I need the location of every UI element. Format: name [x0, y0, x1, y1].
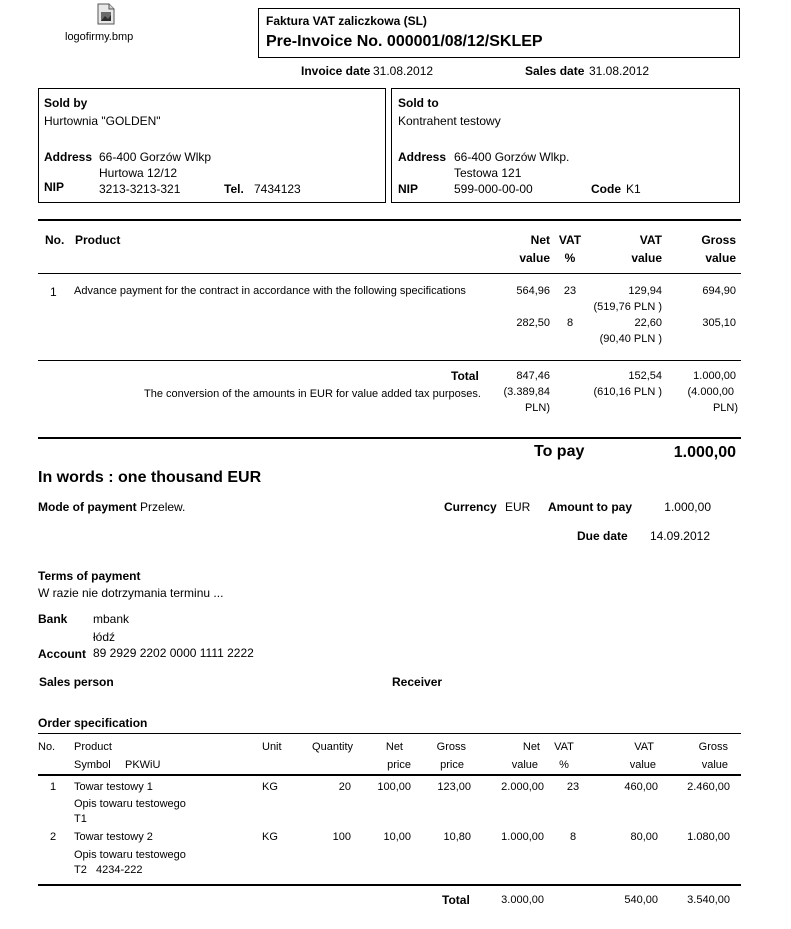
seller-address-line1: 66-400 Gorzów Wlkp [99, 150, 212, 164]
terms-label: Terms of payment [38, 569, 141, 583]
account-label: Account [38, 647, 86, 661]
col-net: Net [530, 233, 550, 247]
os-row-product: Towar testowy 2 [74, 831, 153, 843]
seller-name: Hurtownia "GOLDEN" [44, 114, 161, 128]
total-vat-pln: (610,16 PLN ) [593, 386, 662, 398]
os-col-net-price: Net [385, 741, 403, 753]
receiver-label: Receiver [392, 675, 443, 689]
buyer-box [391, 88, 740, 203]
logo-filename: logofirmy.bmp [65, 31, 134, 43]
currency-value: EUR [505, 500, 531, 514]
os-row-gross-value: 1.080,00 [687, 831, 730, 843]
os-row-unit: KG [262, 831, 278, 843]
total-gross: 1.000,00 [693, 370, 736, 382]
os-row-product: Towar testowy 1 [74, 781, 153, 793]
os-row-unit: KG [262, 781, 278, 793]
os-row-net-price: 100,00 [377, 781, 411, 793]
os-row-gross-price: 123,00 [437, 781, 471, 793]
main-table-header-rule [38, 273, 741, 274]
seller-address-label: Address [44, 150, 93, 164]
os-row-quantity: 20 [338, 781, 351, 793]
os-col-net-value-sub: value [511, 759, 538, 771]
sales-person-label: Sales person [39, 675, 114, 689]
row-vat-pln: (90,40 PLN ) [599, 333, 662, 345]
account-number: 89 2929 2202 0000 1111 2222 [93, 646, 254, 660]
os-col-gross-value-sub: value [701, 759, 728, 771]
os-row-vat: 8 [569, 831, 577, 843]
os-row-vat: 23 [566, 781, 580, 793]
in-words-text: one thousand EUR [118, 469, 262, 486]
os-col-net-value: Net [522, 741, 540, 753]
buyer-nip-label: NIP [398, 182, 419, 196]
row-vat-rate: 8 [566, 317, 574, 329]
os-row-gross-price: 10,80 [443, 831, 471, 843]
col-net-sub: value [519, 251, 550, 265]
col-product: Product [75, 233, 121, 247]
order-spec-header-rule [38, 774, 741, 776]
os-row-net-value: 2.000,00 [501, 781, 544, 793]
conversion-note: The conversion of the amounts in EUR for value added tax purposes. [144, 388, 481, 400]
invoice-date: 31.08.2012 [373, 64, 434, 78]
seller-address-line2: Hurtowa 12/12 [99, 166, 178, 180]
os-total-label: Total [442, 893, 470, 907]
row-gross: 305,10 [702, 317, 736, 329]
amount-to-pay-label: Amount to pay [548, 500, 632, 514]
os-col-pkwiu: PKWiU [125, 759, 161, 771]
os-col-vat: VAT [554, 741, 574, 753]
total-gross-pln: (4.000,00 [687, 386, 734, 398]
os-row-net-value: 1.000,00 [501, 831, 544, 843]
row-no: 1 [50, 285, 57, 299]
document-title-box [258, 8, 740, 58]
col-gross: Gross [701, 233, 736, 247]
terms-text: W razie nie dotrzymania terminu ... [38, 586, 224, 600]
total-net-pln-unit: PLN) [524, 402, 550, 414]
os-col-vat-value-sub: value [629, 759, 656, 771]
os-row-no: 1 [50, 781, 57, 793]
buyer-address-label: Address [398, 150, 447, 164]
os-row-symbol: T1 [74, 813, 87, 825]
page-title: Pre-Invoice No. 000001/08/12/SKLEP [266, 33, 543, 50]
os-row-net-price: 10,00 [383, 831, 411, 843]
buyer-address-line1: 66-400 Gorzów Wlkp. [454, 150, 570, 164]
os-col-gross-value: Gross [698, 741, 728, 753]
os-col-vat-sub: % [559, 759, 569, 771]
seller-tel: 7434123 [254, 182, 301, 196]
col-vat-value: VAT [639, 233, 662, 247]
os-col-product: Product [74, 741, 112, 753]
seller-heading: Sold by [44, 96, 88, 110]
row-product: Advance payment for the contract in accordance with the following specifications [74, 285, 466, 297]
os-row-desc: Opis towaru testowego [74, 798, 186, 810]
currency-label: Currency [444, 500, 497, 514]
os-row-symbol: T2 [74, 864, 87, 876]
os-col-vat-value: VAT [634, 741, 654, 753]
buyer-address-line2: Testowa 121 [454, 166, 522, 180]
order-spec-bottom-rule [38, 884, 741, 886]
sales-date: 31.08.2012 [589, 64, 650, 78]
to-pay-label: To pay [534, 443, 585, 460]
in-words [38, 469, 261, 487]
row-gross: 694,90 [702, 285, 736, 297]
to-pay-rule [38, 437, 741, 439]
row-vat-value: 22,60 [634, 317, 662, 329]
due-date-value: 14.09.2012 [649, 529, 710, 543]
row-vat-rate: 23 [563, 285, 577, 297]
total-gross-pln-unit: PLN) [712, 402, 738, 414]
payment-mode-label: Mode of payment [38, 500, 137, 514]
os-total-net-value: 3.000,00 [501, 894, 544, 906]
in-words-label: In words : [38, 469, 114, 486]
os-row-vat-value: 80,00 [630, 831, 658, 843]
total-label: Total [451, 369, 479, 383]
os-row-quantity: 100 [332, 831, 351, 843]
invoice-date-label: Invoice date [301, 64, 371, 78]
seller-box [38, 88, 386, 203]
due-date-label: Due date [577, 529, 628, 543]
row-net: 564,96 [516, 285, 550, 297]
main-table-body-rule [38, 360, 741, 361]
os-row-pkwiu: 4234-222 [96, 864, 143, 876]
row-vat-value: 129,94 [628, 285, 662, 297]
sales-date-label: Sales date [525, 64, 585, 78]
os-col-unit: Unit [262, 741, 282, 753]
os-row-desc: Opis towaru testowego [74, 849, 186, 861]
os-col-symbol: Symbol [74, 759, 111, 771]
order-spec-top-rule [38, 733, 741, 734]
os-row-no: 2 [50, 831, 57, 843]
os-col-net-price-sub: price [387, 759, 411, 771]
amount-to-pay-value: 1.000,00 [664, 500, 711, 514]
col-vat: VAT [558, 233, 582, 247]
col-vat-sub: % [564, 251, 576, 265]
col-vat-value-sub: value [631, 251, 662, 265]
os-total-gross-value: 3.540,00 [687, 894, 730, 906]
buyer-nip: 599-000-00-00 [454, 182, 533, 196]
buyer-code-label: Code [591, 182, 621, 196]
bank-city: łódź [93, 630, 116, 644]
col-no: No. [45, 233, 65, 247]
total-vat-value: 152,54 [628, 370, 662, 382]
payment-mode [38, 500, 185, 514]
row-vat-pln: (519,76 PLN ) [593, 301, 662, 313]
bitmap-file-icon [97, 3, 115, 25]
total-net-pln: (3.389,84 [503, 386, 550, 398]
bank-label: Bank [38, 612, 68, 626]
document-type: Faktura VAT zaliczkowa (SL) [266, 14, 427, 28]
bank-name: mbank [93, 612, 130, 626]
to-pay-amount: 1.000,00 [673, 444, 736, 461]
os-col-quantity: Quantity [312, 741, 353, 753]
os-row-gross-value: 2.460,00 [687, 781, 730, 793]
seller-nip-label: NIP [44, 180, 65, 194]
os-row-vat-value: 460,00 [624, 781, 658, 793]
col-gross-sub: value [705, 251, 736, 265]
os-col-gross-price-sub: price [440, 759, 464, 771]
buyer-heading: Sold to [398, 96, 439, 110]
main-table-top-rule [38, 219, 741, 221]
os-col-no: No. [38, 741, 56, 753]
seller-tel-label: Tel. [224, 182, 244, 196]
buyer-name: Kontrahent testowy [398, 114, 501, 128]
total-net: 847,46 [516, 370, 550, 382]
os-total-vat-value: 540,00 [624, 894, 658, 906]
row-net: 282,50 [516, 317, 550, 329]
seller-nip: 3213-3213-321 [99, 182, 181, 196]
order-spec-title: Order specification [38, 716, 148, 730]
buyer-code: K1 [626, 182, 641, 196]
payment-mode-value: Przelew. [140, 500, 186, 514]
os-col-gross-price: Gross [436, 741, 466, 753]
